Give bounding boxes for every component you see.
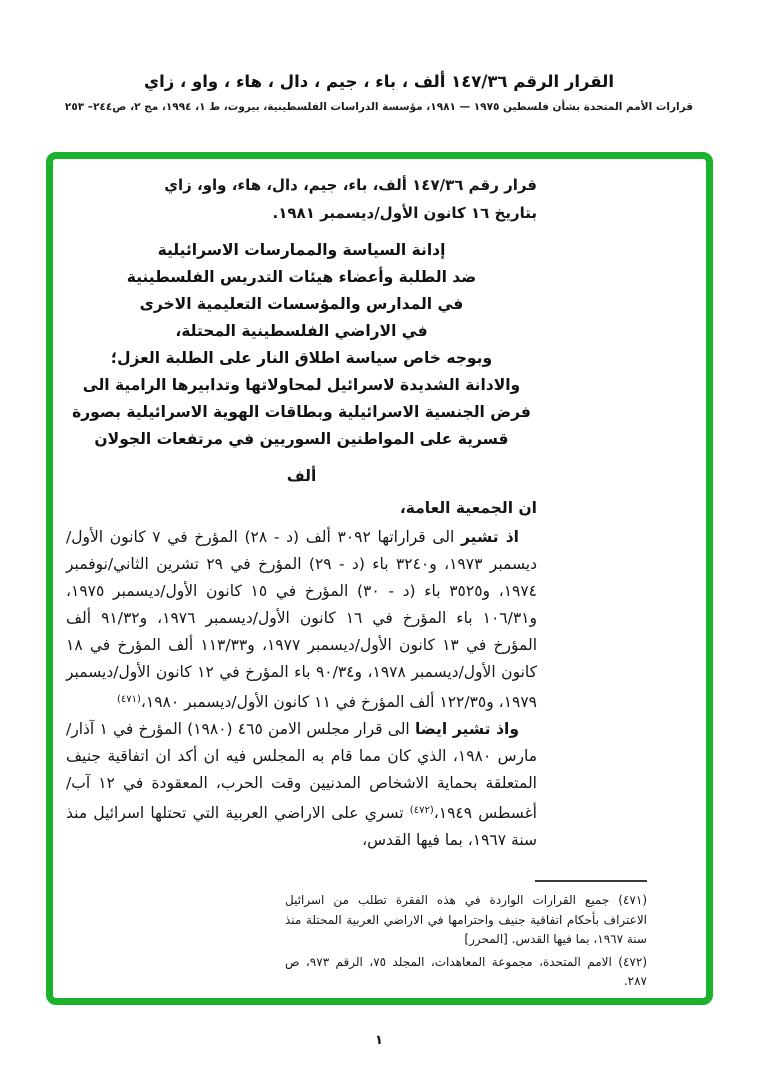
resolution-intro — [117, 171, 537, 227]
footnote-item-471 — [285, 891, 647, 950]
footnote-item-472 — [285, 953, 647, 992]
title-line: والادانة الشديدة لاسرائيل لمحاولاتها وتدابيرها الرامية الى — [82, 376, 521, 394]
footnote-text: الامم المتحدة، مجموعة المعاهدات، المجلد ٧٥، الرقم ٩٧٣، ص ٢٨٧. — [285, 954, 647, 988]
preamble-opening: ان الجمعية العامة، — [399, 499, 537, 517]
doc-header — [0, 72, 758, 113]
footnote-separator — [535, 880, 647, 882]
footnote-marker: (٤٧١) — [618, 893, 647, 907]
intro-line-2: كانون الأول/ديسمبر ١٩٨١. — [272, 204, 466, 222]
title-line: وبوجه خاص سياسة اطلاق النار على الطلبة العزل؛ — [110, 349, 493, 367]
recital-lead: واذ تشير ايضا — [414, 720, 519, 738]
recital-paragraph-2 — [66, 716, 537, 854]
footnotes-block — [285, 880, 647, 992]
document-title: القرار الرقم ١٤٧/٣٦ ألف ، باء ، جيم ، دال ، هاء ، واو ، زاي — [143, 72, 615, 91]
resolution-title-block — [66, 237, 537, 453]
green-border-box — [46, 152, 713, 1005]
footnote-ref-471: (٤٧١) — [116, 694, 141, 705]
title-line: فرض الجنسية الاسرائيلية وبطاقات الهوية الاسرائيلية بصورة — [72, 403, 531, 421]
footnote-ref-472: (٤٧٢) — [409, 805, 434, 816]
title-line: في المدارس والمؤسسات التعليمية الاخرى — [139, 295, 464, 313]
recital-text: تسري على الاراضي العربية التي تحتلها اسرائيل منذ سنة ١٩٦٧، بما فيها القدس، — [66, 804, 537, 849]
recital-text: الى قرار مجلس الامن ٤٦٥ (١٩٨٠) المؤرخ في ١ آذار/مارس ١٩٨٠، الذي كان مما قام به المجلس فيه ان أكد ان اتفاقية جنيف المتعلقة بحماية الاشخاص المدنيين وقت الحرب، المعقودة في ١٢ آب/أغسطس ١٩٤٩، — [66, 720, 538, 822]
document-source: قرارات الأمم المتحدة بشأن فلسطين ١٩٧٥ — ١٩٨١، مؤسسة الدراسات الفلسطينية، بيروت، ط ١، ١٩٩٤، مج ٢، ص٢٤٤– ٢٥٣ — [64, 101, 694, 113]
recital-paragraph-1 — [66, 524, 537, 716]
title-line: في الاراضي الفلسطينية المحتلة، — [175, 322, 428, 340]
page-number: ١ — [375, 1033, 383, 1048]
footnote-marker: (٤٧٢) — [618, 954, 647, 969]
intro-line-1: قرار رقم ١٤٧/٣٦ ألف، باء، جيم، دال، هاء، واو، زاي بتاريخ ١٦ — [164, 176, 537, 222]
title-line: قسرية على المواطنين السوريين في مرتفعات الجولان — [94, 430, 509, 448]
footnote-text: جميع القرارات الواردة في هذه الفقرة تطلب من اسرائيل الاعتراف بأحكام اتفاقية جنيف واحترامها في الاراضي العربية المحتلة منذ سنة ١٩٦٧، بما فيها القدس. [المحرر] — [285, 893, 647, 946]
title-line: ضد الطلبة وأعضاء هيئات التدريس الفلسطينية — [126, 268, 477, 286]
recital-text: الى قراراتها ٣٠٩٢ ألف (د - ٢٨) المؤرخ في ٧ كانون الأول/ديسمبر ١٩٧٣، و٣٢٤٠ باء (د - ٢٩) المؤرخ في ٢٩ تشرين الثاني/نوفمبر ١٩٧٤، و٣٥٢٥ باء (د - ٣٠) المؤرخ في ١٥ كانون الأول/ديسمبر ١٩٧٥، و١٠٦/٣١ باء المؤرخ في ١٦ كانون الأول/ديسمبر ١٩٧٦، و٩١/٣٢ ألف المؤرخ في ١٣ كانون الأول/ديسمبر ١٩٧٧، و١١٣/٣٣ ألف المؤرخ في ١٨ كانون الأول/ديسمبر ١٩٧٨، و٩٠/٣٤ باء المؤرخ في ١٢ كانون الأول/ديسمبر ١٩٧٩، و١٢٢/٣٥ ألف المؤرخ في ١١ كانون الأول/ديسمبر ١٩٨٠، — [66, 528, 538, 711]
recital-lead: اذ تشير — [461, 528, 519, 546]
title-line: إدانة السياسة والممارسات الاسرائيلية — [157, 241, 446, 259]
section-label-alif: ألف — [286, 467, 317, 485]
